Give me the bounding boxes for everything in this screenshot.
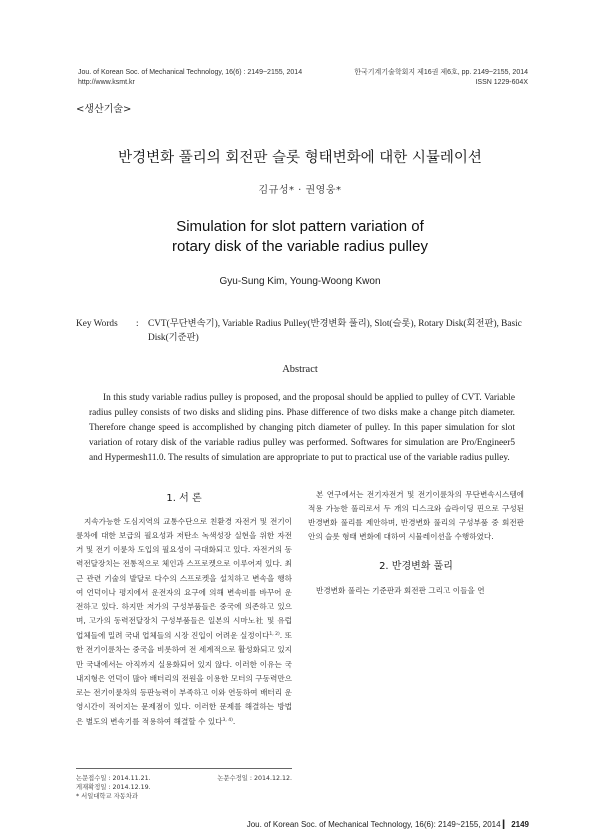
running-header-left — [78, 68, 302, 87]
section-1-text-cont: . 또한 전기이륜차는 중국을 비롯하여 전 세계적으로 활성화되고 있지만 국내에서는 아직까지 실용화되어 있지 않다. 이러한 이유는 국내지형은 언덕이 많아 배터리의 전원을 이용한 모터의 구동력만으로는 전기이륜차의 등판능력이 부족하고 이와 연동하여 배터리 운영시간이 적어지는 문제점이 있다. 이러한 문제를 해결하는 방법은 별도의 변속기를 적용하여 해결할 수 있다 — [76, 631, 293, 727]
journal-url[interactable]: http://www.ksmt.kr — [78, 78, 135, 86]
abstract-body: In this study variable radius pulley is proposed, and the proposal should be applied to pulley of CVT. Variable radius pulley consists of two disks and sliding pins. Phase difference of two disks make a change pitch diameter. Therefore change speed is accomplished by changing pitch diameter of pulley. In this paper simulation for slot variation of rotary disk of the variable radius pulley was performed. Softwares for simulation are Pro/Engineer5 and Hypermesh11.0. The results of simulation are appropriate to put to practical use of the variable radius pulley. — [89, 393, 515, 463]
footnotes — [76, 774, 292, 801]
section-1-text: 지속가능한 도심지역의 교통수단으로 친환경 자전거 및 전기이륜차에 대한 보급의 필요성과 저탄소 녹색성장 실현을 위한 자전거 및 전기 이륜차 도입의 필요성이 극대화되고 있다. 자전거의 동력전달장치는 전통적으로 체인과 스프로켓으로 이루어져 있다. 최근 관련 기술의 발달로 다수의 스프로켓을 설치하고 변속을 행하여 언덕이나 평지에서 운전자의 요구에 의해 변속비를 바꾸어 운전하고 있다. 하지만 저가의 구성부품들은 중국에 의존하고 있으며, 고가의 동력전달장치 구성부품들은 일본의 시마노社 및 유럽 업체들에 밀려 국내 업체들의 시장 진입이 어려운 실정이다 — [76, 517, 292, 641]
column-right — [308, 488, 524, 598]
title-english-line2: rotary disk of the variable radius pulley — [172, 238, 428, 255]
author-affiliation: * 서일대학교 자동차과 — [76, 793, 138, 800]
section-2-paragraph-1: 반경변화 풀리는 기준판과 회전판 그리고 이들을 연 — [316, 585, 485, 595]
keywords-label: Key Words — [76, 319, 118, 329]
journal-citation-korean: 한국기계기술학회지 제16권 제6호, pp. 2149~2155, 2014 — [354, 69, 528, 76]
section-1-text-end: . — [232, 717, 236, 727]
section-1-paragraph-1 — [76, 515, 292, 729]
citation[interactable]: 1, 2) — [269, 632, 280, 638]
title-korean: 반경변화 풀리의 회전판 슬롯 형태변화에 대한 시뮬레이션 — [118, 150, 482, 166]
page-footer — [200, 820, 529, 829]
abstract-title: Abstract — [282, 364, 318, 375]
article-category: <생산기술> — [76, 104, 132, 115]
column-left — [76, 488, 292, 729]
section-1-title: 1. 서 론 — [166, 493, 202, 504]
revised-date: 논문수정일 : 2014.12.12. — [217, 775, 292, 782]
title-english-line1: Simulation for slot pattern variation of — [176, 218, 424, 235]
page-number: 2149 — [511, 820, 529, 829]
section-2-title: 2. 반경변화 풀리 — [379, 560, 453, 572]
keywords-separator: : — [136, 319, 139, 329]
footer-journal: Jou. of Korean Soc. of Mechanical Technology, 16(6): 2149~2155, 2014 — [246, 820, 501, 829]
footnote-divider — [76, 768, 292, 769]
keywords-text: CVT(무단변속기), Variable Radius Pulley(반경변화 풀리), Slot(슬롯), Rotary Disk(회전판), Basic Disk(기준판) — [148, 319, 522, 343]
authors-korean: 김규성* · 권영웅* — [258, 185, 342, 196]
footnote-dates-row — [76, 774, 292, 783]
citation[interactable]: 3, 4) — [222, 718, 233, 724]
section-1-paragraph-2: 본 연구에서는 전기자전거 및 전기이륜차의 무단변속시스템에 적용 가능한 풀리로서 두 개의 디스크와 슬라이딩 핀으로 구성된 반경변화 풀리를 제안하며, 반경변화 풀리의 구성부품 중 회전판 안의 슬롯 형태 변화에 대하여 시뮬레이션을 수행하였다. — [308, 490, 524, 542]
received-date: 논문접수일 : 2014.11.21. — [76, 775, 151, 782]
issn: ISSN 1229-604X — [475, 78, 528, 86]
accepted-date: 게재확정일 : 2014.12.19. — [76, 784, 151, 791]
title-english — [0, 217, 600, 257]
keywords — [76, 318, 532, 345]
journal-citation: Jou. of Korean Soc. of Mechanical Technology, 16(6) : 2149~2155, 2014 — [78, 69, 303, 76]
authors-english: Gyu-Sung Kim, Young-Woong Kwon — [219, 276, 381, 287]
running-header-right — [346, 68, 528, 87]
footer-divider: ▎ — [502, 820, 509, 829]
